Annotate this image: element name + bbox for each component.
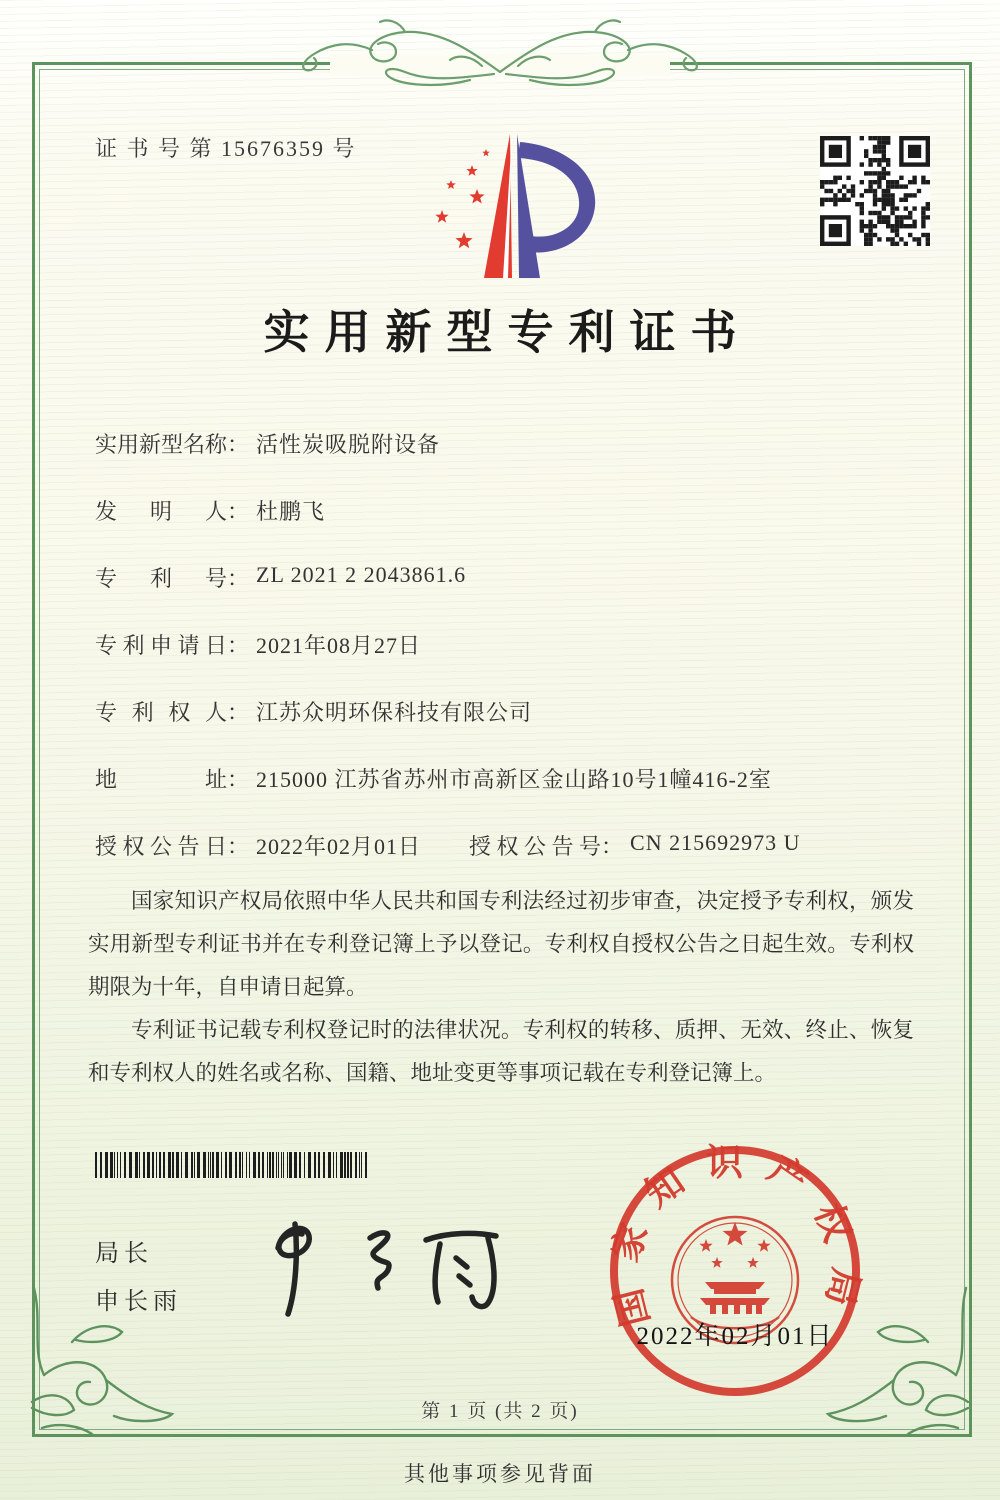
- cnipa-logo-icon: [424, 128, 602, 286]
- field-label: 专利申请日: [95, 633, 227, 658]
- field-row: [95, 629, 925, 696]
- field-colon: ：: [227, 834, 250, 859]
- field-value: 2021年08月27日: [256, 633, 422, 658]
- field-value: 活性炭吸脱附设备: [256, 432, 441, 457]
- field-label: 发明人: [95, 499, 227, 524]
- seal-date: 2022年02月01日: [636, 1323, 834, 1350]
- field-label: 专利权人: [95, 700, 227, 725]
- field-colon: ：: [227, 767, 250, 792]
- field-label: 专利号: [95, 566, 227, 591]
- barcode: [95, 1152, 373, 1178]
- legal-text: [88, 880, 914, 1095]
- field-colon: ：: [227, 499, 250, 524]
- seal-text: 国家知识产权局: [603, 1142, 867, 1331]
- qr-code: [820, 136, 930, 246]
- field-row: [95, 428, 925, 495]
- signer-block: [95, 1230, 182, 1326]
- signer-title: 局长: [95, 1241, 153, 1267]
- field-list: [95, 428, 925, 897]
- signer-name: 申长雨: [95, 1289, 182, 1315]
- field-colon: ：: [601, 834, 624, 859]
- field-row: [95, 696, 925, 763]
- field-label: 实用新型名称: [95, 432, 228, 457]
- field-value: 215000 江苏省苏州市高新区金山路10号1幢416-2室: [256, 767, 772, 792]
- grant-no-label: 授权公告号: [469, 834, 602, 859]
- grant-date-label: 授权公告日: [95, 834, 227, 859]
- field-colon: ：: [227, 633, 250, 658]
- field-row: [95, 763, 925, 830]
- legal-paragraph-2: 专利证书记载专利权登记时的法律状况。专利权的转移、质押、无效、终止、恢复和专利权人的姓名或名称、国籍、地址变更等事项记载在专利登记簿上。: [88, 1018, 914, 1085]
- page-number: 第 1 页 (共 2 页): [421, 1401, 579, 1422]
- field-colon: ：: [227, 432, 250, 457]
- field-value: 杜鹏飞: [256, 499, 326, 524]
- field-colon: ：: [227, 700, 250, 725]
- field-row: [95, 495, 925, 562]
- field-value: 江苏众明环保科技有限公司: [256, 700, 533, 725]
- field-label: 地址: [95, 767, 227, 792]
- footer-note: 其他事项参见背面: [404, 1462, 596, 1486]
- grant-date-value: 2022年02月01日: [256, 834, 422, 859]
- grant-no-value: CN 215692973 U: [630, 830, 801, 855]
- top-dragon-ornament-icon: [290, 10, 710, 105]
- legal-paragraph-1: 国家知识产权局依照中华人民共和国专利法经过初步审查，决定授予专利权，颁发实用新型专利证书并在专利登记簿上予以登记。专利权自授权公告之日起生效。专利权期限为十年，自申请日起算。: [88, 889, 914, 999]
- certificate-title: 实用新型专利证书: [263, 307, 752, 358]
- official-seal: [596, 1132, 874, 1410]
- field-value: ZL 2021 2 2043861.6: [256, 562, 467, 587]
- field-row: [95, 562, 925, 629]
- signature-handwriting-icon: [248, 1208, 518, 1326]
- certificate-number: 证 书 号 第 15676359 号: [95, 136, 357, 161]
- field-colon: ：: [227, 566, 250, 591]
